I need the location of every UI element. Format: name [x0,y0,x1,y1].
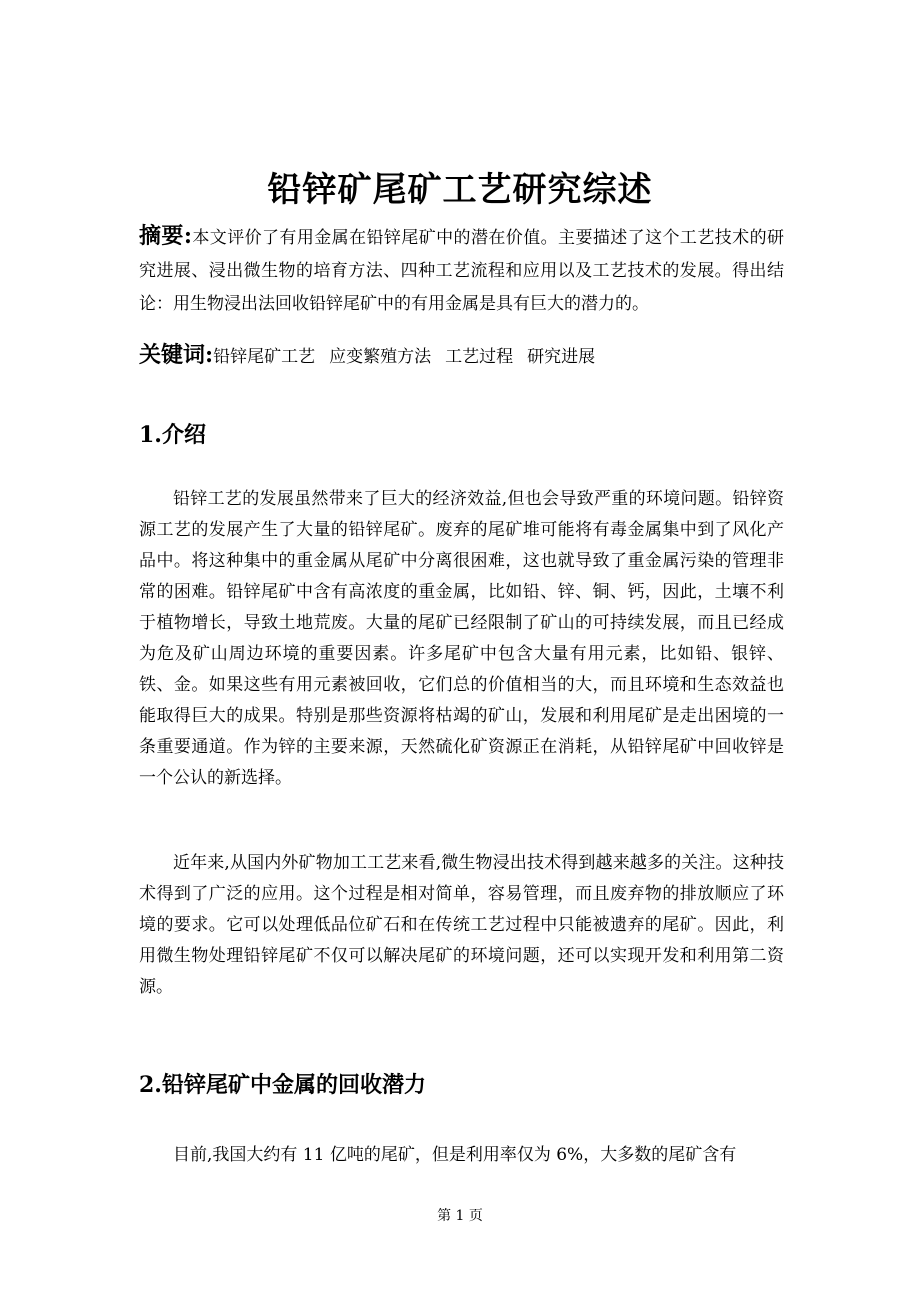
page-number: 第 1 页 [437,1208,483,1224]
abstract-text: 本文评价了有用金属在铅锌尾矿中的潜在价值。主要描述了这个工艺技术的研究进展、浸出微生物的培育方法、四种工艺流程和应用以及工艺技术的发展。得出结论：用生物浸出法回收铅锌尾矿中的有用金属是具有巨大的潜力的。 [139,228,784,314]
keywords-colon: : [205,342,214,368]
section-heading-introduction: 1.介绍 [139,422,206,448]
paragraph: 铅锌工艺的发展虽然带来了巨大的经济效益,但也会导致严重的环境问题。铅锌资源工艺的发展产生了大量的铅锌尾矿。废弃的尾矿堆可能将有毒金属集中到了风化产品中。将这种集中的重金属从尾矿中分离很困难，这也就导致了重金属污染的管理非常的困难。铅锌尾矿中含有高浓度的重金属，比如铅、锌、铜、钙，因此，土壤不利于植物增长，导致土地荒废。大量的尾矿已经限制了矿山的可持续发展，而且已经成为危及矿山周边环境的重要因素。许多尾矿中包含大量有用元素，比如铅、银锌、铁、金。如果这些有用元素被回收，它们总的价值相当的大，而且环境和生态效益也能取得巨大的成果。特别是那些资源将枯竭的矿山，发展和利用尾矿是走出困境的一条重要通道。作为锌的主要来源，天然硫化矿资源正在消耗，从铅锌尾矿中回收锌是一个公认的新选择。 [139,489,784,788]
document-title: 铅锌矿尾矿工艺研究综述 [267,170,653,210]
keyword-item: 研究进展 [527,347,596,367]
keywords-block [139,340,784,372]
abstract-label: 摘要 [139,223,184,249]
paragraph: 近年来,从国内外矿物加工工艺来看,微生物浸出技术得到越来越多的关注。这种技术得到了广泛的应用。这个过程是相对简单，容易管理，而且废弃物的排放顺应了环境的要求。它可以处理低品位矿石和在传统工艺过程中只能被遗弃的尾矿。因此，利用微生物处理铅锌尾矿不仅可以解决尾矿的环境问题，还可以实现开发和利用第二资源。 [139,853,784,997]
abstract-colon: : [183,223,192,249]
paragraph: 目前,我国大约有 11 亿吨的尾矿，但是利用率仅为 6%，大多数的尾矿含有 [173,1145,737,1165]
keywords-label: 关键词 [139,342,206,368]
section-heading-recovery-potential: 2.铅锌尾矿中金属的回收潜力 [139,1072,426,1098]
abstract-block [139,220,784,321]
keyword-item: 工艺过程 [445,347,514,367]
keyword-item: 应变繁殖方法 [329,347,432,367]
keyword-item: 铅锌尾矿工艺 [213,347,316,367]
